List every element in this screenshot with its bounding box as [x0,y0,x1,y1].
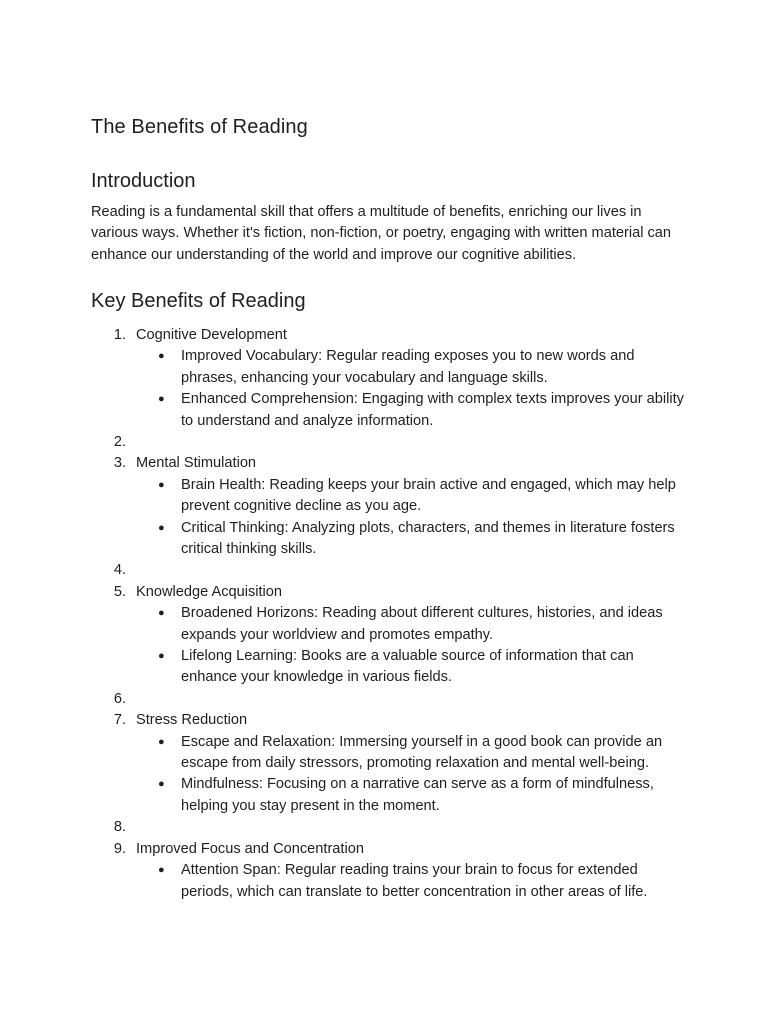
list-item-number: 3. [113,455,126,472]
sub-list-item-text: Critical Thinking: Analyzing plots, characters, and themes in literature fosters critical thinking skills. [181,519,675,558]
sub-list-item-text: Improved Vocabulary: Regular reading exposes you to new words and phrases, enhancing your vocabulary and language skills. [181,348,635,386]
list-item-label: Knowledge Acquisition [136,583,283,600]
bullet-icon: ● [158,607,165,620]
list-item [91,453,691,560]
list-item [91,689,691,710]
list-item-number: 4. [113,562,126,579]
list-item-number: 7. [113,712,126,729]
sub-list-item [136,389,691,432]
list-item-label: Improved Focus and Concentration [136,840,364,857]
sub-list-item [136,518,691,561]
sub-list-item [136,774,691,817]
sub-list [136,732,691,818]
list-item [91,325,691,432]
sub-list [136,603,691,689]
sub-list-item [136,603,691,646]
sub-list-item-text: Escape and Relaxation: Immersing yourself in a good book can provide an escape from daily stressors, promoting relaxation and mental well-being. [181,733,663,772]
list-item [91,432,691,453]
bullet-icon: ● [158,735,165,748]
bullet-icon: ● [158,778,165,791]
key-benefits-heading: Key Benefits of Reading [91,290,306,312]
list-item [91,560,691,581]
list-item [91,839,691,903]
list-item [91,710,691,817]
sub-list [136,475,691,561]
list-item [91,582,691,689]
bullet-icon: ● [158,864,165,877]
list-item-label [136,560,691,581]
list-item-number: 1. [113,327,126,343]
list-item-number: 9. [113,840,126,857]
sub-list [136,346,691,432]
sub-list-item-text: Mindfulness: Focusing on a narrative can serve as a form of mindfulness, helping you stay present in the moment. [181,776,654,814]
list-item-number: 5. [113,583,126,600]
bullet-icon: ● [158,393,165,406]
sub-list-item-text: Broadened Horizons: Reading about different cultures, histories, and ideas expands your worldview and promotes empathy. [181,605,663,643]
list-item-number: 6. [113,690,126,707]
benefits-list [91,325,691,903]
list-item-label: Cognitive Development [136,327,287,343]
sub-list-item-text: Lifelong Learning: Books are a valuable source of information that can enhance your knowledge in various fields. [181,648,634,686]
list-item-label [136,432,691,453]
bullet-icon: ● [158,350,165,363]
sub-list-item-text: Brain Health: Reading keeps your brain active and engaged, which may help prevent cognitive decline as you age. [181,476,676,515]
introduction-paragraph: Reading is a fundamental skill that offers a multitude of benefits, enriching our lives in various ways. Whether it's fiction, non-fiction, or poetry, engaging with written material can enhance our understanding of the world and improve our cognitive abilities. [91,204,672,263]
list-item [91,817,691,838]
list-item-number: 2. [113,434,126,451]
bullet-icon: ● [158,650,165,663]
document-title: The Benefits of Reading [91,116,308,138]
list-item-label [136,817,691,838]
list-item-label: Mental Stimulation [136,455,257,472]
list-item-number: 8. [113,819,126,836]
sub-list-item-text: Attention Span: Regular reading trains your brain to focus for extended periods, which can translate to better concentration in other areas of life. [181,862,648,900]
list-item-label: Stress Reduction [136,712,248,729]
sub-list-item-text: Enhanced Comprehension: Engaging with complex texts improves your ability to understand and analyze information. [181,391,684,429]
sub-list-item [136,475,691,518]
list-item-label [136,689,691,710]
introduction-heading: Introduction [91,170,196,192]
sub-list-item [136,732,691,775]
bullet-icon: ● [158,521,165,534]
sub-list [136,860,691,903]
bullet-icon: ● [158,478,165,491]
sub-list-item [136,646,691,689]
sub-list-item [136,346,691,389]
sub-list-item [136,860,691,903]
